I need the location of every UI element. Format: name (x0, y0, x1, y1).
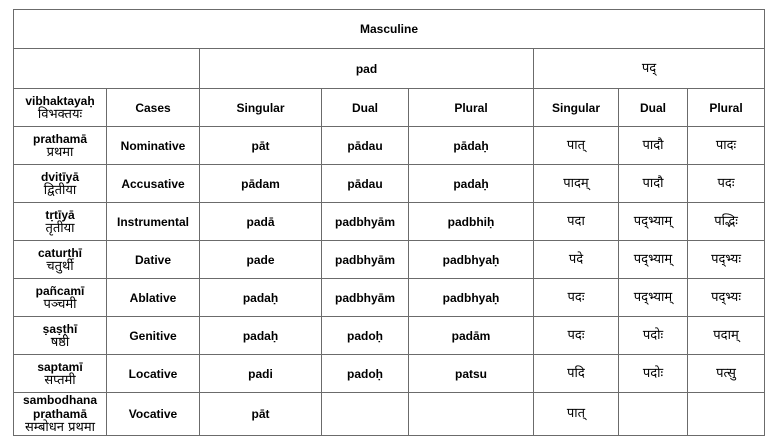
vibhakti-name-line: सप्तमी (44, 372, 76, 388)
devanagari-plural-cell: पद्भिः (688, 203, 765, 241)
latin-plural-cell (409, 393, 534, 436)
vibhakti-latin: vibhaktayaḥ (25, 93, 95, 108)
table-row (14, 393, 765, 436)
table-row (14, 127, 765, 165)
devanagari-plural-cell: पद्भ्यः (688, 241, 765, 279)
devanagari-dual-cell: पद्भ्याम् (619, 279, 688, 317)
latin-plural-cell: padaḥ (409, 165, 534, 203)
latin-singular-cell: pādam (200, 165, 322, 203)
latin-plural-cell: padbhyaḥ (409, 241, 534, 279)
vibhakti-name-line: sambodhana (22, 393, 97, 407)
vibhakti-name-line: षष्ठी (50, 334, 70, 350)
vibhakti-name-line: caturthī (37, 245, 82, 260)
devanagari-singular-cell: पात् (534, 127, 619, 165)
blank-corner (14, 49, 200, 89)
vibhakti-name-line: pañcamī (35, 283, 85, 298)
devanagari-plural-cell: पद्भ्यः (688, 279, 765, 317)
table-title: Masculine (14, 10, 765, 49)
devanagari-singular-cell: पदः (534, 317, 619, 355)
case-name-cell: Ablative (107, 279, 200, 317)
vibhakti-name-line: चतुर्थी (46, 258, 74, 274)
devanagari-dual-cell: पादौ (619, 127, 688, 165)
vibhakti-name-cell (14, 241, 107, 279)
stem-latin-heading: pad (200, 49, 534, 89)
latin-plural-cell: padbhiḥ (409, 203, 534, 241)
latin-singular-cell: pāt (200, 127, 322, 165)
latin-singular-cell: pāt (200, 393, 322, 436)
vibhakti-name-cell (14, 127, 107, 165)
devanagari-dual-cell: पदोः (619, 317, 688, 355)
cases-heading: Cases (107, 89, 200, 127)
latin-singular-cell: padi (200, 355, 322, 393)
case-name-cell: Vocative (107, 393, 200, 436)
case-name-cell: Instrumental (107, 203, 200, 241)
table-row (14, 203, 765, 241)
devanagari-singular-cell: पदा (534, 203, 619, 241)
table-row (14, 241, 765, 279)
vibhakti-name-cell (14, 165, 107, 203)
case-name-cell: Genitive (107, 317, 200, 355)
devanagari-dual-cell: पद्भ्याम् (619, 241, 688, 279)
vibhakti-name-cell (14, 279, 107, 317)
table-row (14, 279, 765, 317)
latin-dual-cell: pādau (322, 165, 409, 203)
devanagari-singular-cell: पदः (534, 279, 619, 317)
latin-plural-cell: padām (409, 317, 534, 355)
devanagari-plural-cell: पत्सु (688, 355, 765, 393)
devanagari-dual-cell: पादौ (619, 165, 688, 203)
vibhakti-name-line: द्वितीया (43, 182, 77, 198)
stem-devanagari-heading: पद् (534, 49, 765, 89)
devanagari-dual-heading: Dual (619, 89, 688, 127)
vibhakti-name-cell (14, 203, 107, 241)
vibhakti-name-line: प्रथमा (46, 144, 74, 160)
latin-dual-cell: padoḥ (322, 355, 409, 393)
latin-plural-cell: pādaḥ (409, 127, 534, 165)
devanagari-dual-cell: पदोः (619, 355, 688, 393)
devanagari-singular-cell: पादम् (534, 165, 619, 203)
devanagari-dual-cell (619, 393, 688, 436)
vibhakti-name-line: prathamā (32, 131, 88, 146)
devanagari-singular-heading: Singular (534, 89, 619, 127)
devanagari-plural-cell (688, 393, 765, 436)
devanagari-plural-cell: पदाम् (688, 317, 765, 355)
latin-singular-heading: Singular (200, 89, 322, 127)
vibhakti-name-line: पञ्चमी (43, 296, 77, 312)
devanagari-singular-cell: पदि (534, 355, 619, 393)
latin-plural-heading: Plural (409, 89, 534, 127)
devanagari-singular-cell: पात् (534, 393, 619, 436)
vibhakti-name-line: tṛtīyā (45, 207, 75, 222)
latin-dual-cell: padoḥ (322, 317, 409, 355)
vibhakti-heading (14, 89, 107, 127)
latin-singular-cell: padaḥ (200, 279, 322, 317)
devanagari-singular-cell: पदे (534, 241, 619, 279)
latin-plural-cell: padbhyaḥ (409, 279, 534, 317)
latin-dual-cell: pādau (322, 127, 409, 165)
latin-dual-cell: padbhyām (322, 203, 409, 241)
vibhakti-name-line: ṣaṣṭhī (42, 321, 78, 336)
latin-singular-cell: padā (200, 203, 322, 241)
devanagari-plural-heading: Plural (688, 89, 765, 127)
latin-dual-cell (322, 393, 409, 436)
devanagari-plural-cell: पदः (688, 165, 765, 203)
latin-singular-cell: pade (200, 241, 322, 279)
declension-table (13, 9, 765, 436)
vibhakti-devanagari: विभक्तयः (37, 106, 83, 122)
devanagari-plural-cell: पादः (688, 127, 765, 165)
case-name-cell: Dative (107, 241, 200, 279)
vibhakti-name-line: dvitīyā (40, 169, 79, 184)
vibhakti-name-line: सम्बोधन प्रथमा (25, 420, 95, 435)
latin-dual-heading: Dual (322, 89, 409, 127)
vibhakti-name-line: saptamī (37, 359, 83, 374)
vibhakti-name-cell (14, 317, 107, 355)
vibhakti-name-cell (14, 393, 107, 436)
latin-singular-cell: padaḥ (200, 317, 322, 355)
latin-dual-cell: padbhyām (322, 241, 409, 279)
latin-plural-cell: patsu (409, 355, 534, 393)
case-name-cell: Accusative (107, 165, 200, 203)
table-row (14, 165, 765, 203)
vibhakti-name-line: तृतीया (45, 220, 75, 236)
devanagari-dual-cell: पद्भ्याम् (619, 203, 688, 241)
vibhakti-name-line: prathamā (32, 407, 88, 421)
table-row (14, 317, 765, 355)
case-name-cell: Locative (107, 355, 200, 393)
vibhakti-name-cell (14, 355, 107, 393)
table-row (14, 355, 765, 393)
case-name-cell: Nominative (107, 127, 200, 165)
latin-dual-cell: padbhyām (322, 279, 409, 317)
